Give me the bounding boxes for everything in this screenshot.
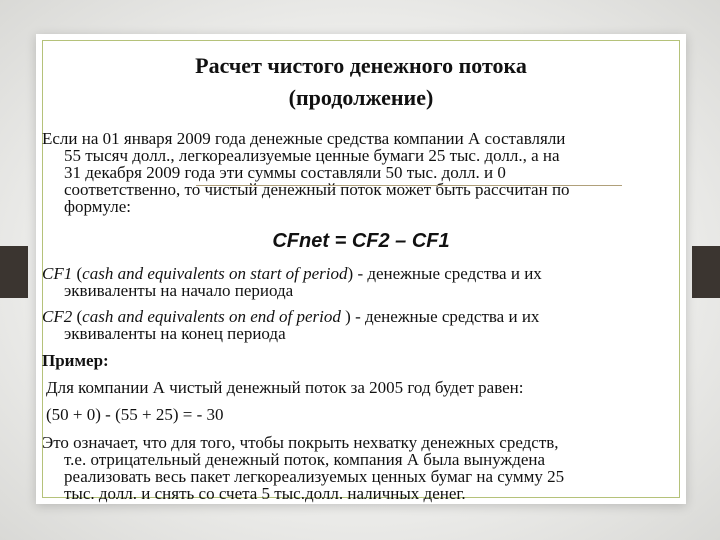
intro-line: 55 тысяч долл., легкореализуемые ценные бумаги 25 тыс. долл., а на bbox=[64, 146, 560, 165]
cf1-paren-open: ( bbox=[72, 264, 83, 283]
left-side-tab bbox=[0, 246, 28, 298]
title-line-1: Расчет чистого денежного потока bbox=[195, 53, 527, 78]
conclusion-line: т.е. отрицательный денежный поток, компания А была вынуждена bbox=[64, 450, 546, 469]
example-line-1: Для компании А чистый денежный поток за 2005 год будет равен: bbox=[46, 378, 524, 397]
conclusion-line: тыс. долл. и снять со счета 5 тыс.долл. наличных денег. bbox=[64, 484, 466, 503]
cf1-russian: ) - денежные средства и их bbox=[347, 264, 542, 283]
intro-line: формуле: bbox=[64, 197, 132, 216]
example-line-2: (50 + 0) - (55 + 25) = - 30 bbox=[46, 405, 224, 424]
cf2-label: CF2 bbox=[42, 307, 73, 326]
cf2-line-1 bbox=[42, 308, 539, 325]
conclusion-paragraph bbox=[42, 434, 564, 502]
intro-paragraph bbox=[42, 130, 570, 215]
cf2-definition bbox=[42, 308, 539, 342]
conclusion-line: Это означает, что для того, чтобы покрыть нехватку денежных средств, bbox=[42, 433, 559, 452]
right-side-tab bbox=[692, 246, 720, 298]
example-label: Пример: bbox=[42, 351, 109, 370]
intro-line: Если на 01 января 2009 года денежные средства компании А составляли bbox=[42, 129, 566, 148]
slide-title bbox=[42, 50, 680, 114]
cf2-english: cash and equivalents on end of period bbox=[82, 307, 341, 326]
cf2-paren-open: ( bbox=[72, 307, 83, 326]
cf1-line-1 bbox=[42, 265, 542, 282]
conclusion-line: реализовать весь пакет легкореализуемых ценных бумаг на сумму 25 bbox=[64, 467, 565, 486]
title-line-2: (продолжение) bbox=[288, 85, 434, 110]
cf1-definition bbox=[42, 265, 542, 299]
cf2-russian: ) - денежные средства и их bbox=[340, 307, 540, 326]
cf1-label: CF1 bbox=[42, 264, 73, 283]
cf1-english: cash and equivalents on start of period bbox=[82, 264, 348, 283]
cf2-line-2: эквиваленты на конец периода bbox=[64, 324, 286, 343]
intro-line: 31 декабря 2009 года эти суммы составляли 50 тыс. долл. и 0 bbox=[64, 163, 506, 182]
formula: CFnet = CF2 – CF1 bbox=[272, 230, 450, 252]
handwritten-underline bbox=[196, 185, 622, 186]
intro-line: соответственно, то чистый денежный поток может быть рассчитан по bbox=[64, 180, 570, 199]
cf1-line-2: эквиваленты на начало периода bbox=[64, 281, 294, 300]
